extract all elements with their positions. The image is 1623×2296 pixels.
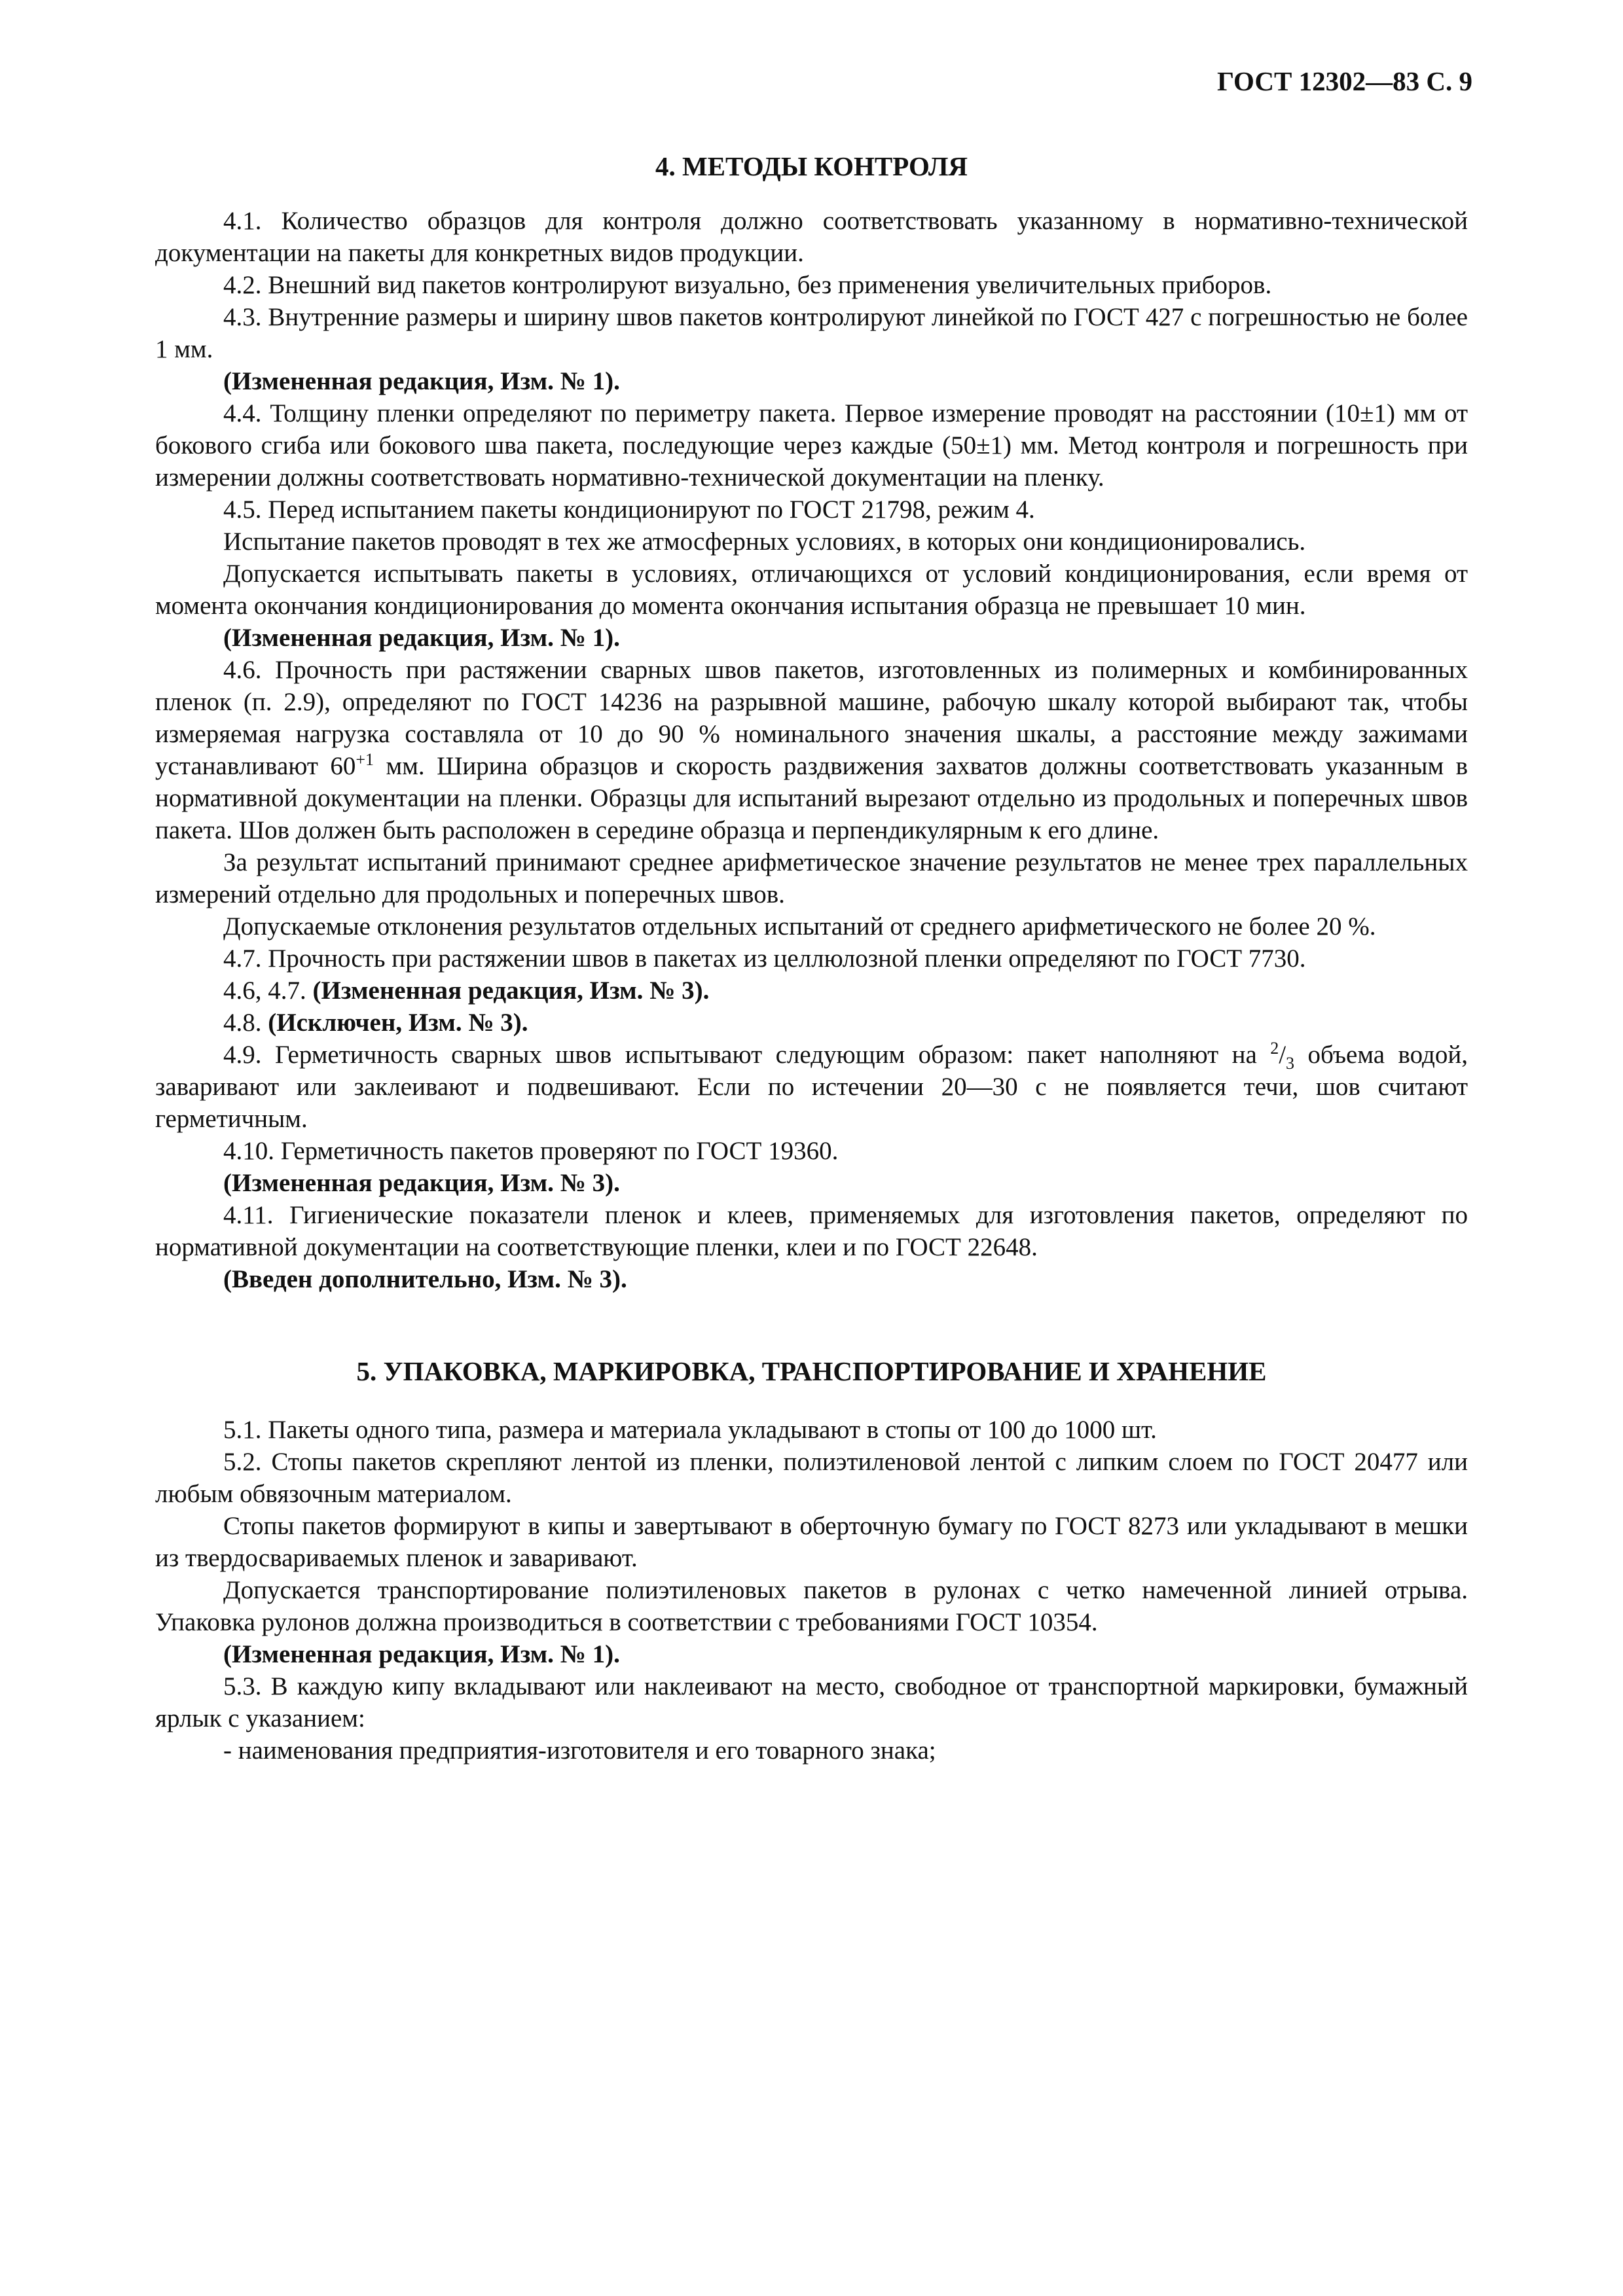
clause-4-6-paragraph: За результат испытаний принимают среднее арифметическое значение результатов не менее трех параллельных измерений отдельно для продольных и поперечных швов. xyxy=(155,848,1468,908)
amendment-note: (Измененная редакция, Изм. № 1). xyxy=(223,624,620,652)
clause-text: 4.9. Герметичность сварных швов испытывают следующим образом: пакет наполняют на xyxy=(223,1041,1271,1069)
clause-4-6-4-7-note xyxy=(155,975,1468,1007)
clause-4-6 xyxy=(155,654,1468,846)
section-4-heading: 4. МЕТОДЫ КОНТРОЛЯ xyxy=(655,151,968,181)
clause-5-3: 5.3. В каждую кипу вкладывают или наклеивают на место, свободное от транспортной маркировки, бумажный ярлык с указанием: xyxy=(155,1672,1468,1732)
amendment-note: (Измененная редакция, Изм. № 1). xyxy=(223,1640,620,1668)
clause-4-7: 4.7. Прочность при растяжении швов в пакетах из целлюлозной пленки определяют по ГОСТ 7730. xyxy=(223,944,1306,973)
clause-4-3: 4.3. Внутренние размеры и ширину швов пакетов контролируют линейкой по ГОСТ 427 с погрешностью не более 1 мм. xyxy=(155,303,1468,363)
clause-number: 4.6, 4.7. xyxy=(223,977,306,1005)
clause-4-4: 4.4. Толщину пленки определяют по периметру пакета. Первое измерение проводят на расстоянии (10±1) мм от бокового сгиба или бокового шва пакета, последующие через каждые (50±1) мм. Метод контроля и погрешность при измерении должны соответствовать нормативно-технической документации на пленку. xyxy=(155,399,1468,492)
clause-text: мм. Ширина образцов и скорость раздвижения захватов должны соответствовать указанным в нормативной документации на пленки. Образцы для испытаний вырезают отдельно из продольных и поперечных швов пакета. Шов должен быть расположен в середине образца и перпендикулярным к его длине. xyxy=(155,752,1468,844)
amendment-note: (Введен дополнительно, Изм. № 3). xyxy=(223,1265,627,1293)
clause-5-2-paragraph: Допускается транспортирование полиэтиленовых пакетов в рулонах с четко намеченной линией отрыва. Упаковка рулонов должна производиться в соответствии с требованиями ГОСТ 10354. xyxy=(155,1576,1468,1636)
tolerance-superscript: +1 xyxy=(356,750,374,769)
clause-4-1: 4.1. Количество образцов для контроля должно соответствовать указанному в нормативно-технической документации на пакеты для конкретных видов продукции. xyxy=(155,207,1468,267)
running-header: ГОСТ 12302—83 С. 9 xyxy=(1216,66,1472,96)
clause-4-5-paragraph: Испытание пакетов проводят в тех же атмосферных условиях, в которых они кондиционировались. xyxy=(223,528,1306,556)
fraction-denominator: 3 xyxy=(1286,1053,1295,1073)
clause-4-5: 4.5. Перед испытанием пакеты кондиционируют по ГОСТ 21798, режим 4. xyxy=(223,495,1035,524)
clause-text: объема водой, заваривают или заклеивают и подвешивают. Если по истечении 20—30 с не появляется течи, шов считают герметичным. xyxy=(155,1041,1468,1133)
amendment-note: (Измененная редакция, Изм. № 1). xyxy=(223,367,620,395)
clause-4-10: 4.10. Герметичность пакетов проверяют по ГОСТ 19360. xyxy=(223,1137,839,1165)
fraction-numerator: 2 xyxy=(1270,1039,1279,1058)
page-body xyxy=(155,151,1468,1767)
clause-5-2: 5.2. Стопы пакетов скрепляют лентой из пленки, полиэтиленовой лентой с липким слоем по ГОСТ 20477 или любым обвязочным материалом. xyxy=(155,1448,1468,1508)
amendment-note: (Измененная редакция, Изм. № 3). xyxy=(223,1169,620,1197)
clause-4-5-paragraph: Допускается испытывать пакеты в условиях, отличающихся от условий кондиционирования, если время от момента окончания кондиционирования до момента окончания испытания образца не превышает 10 мин. xyxy=(155,560,1468,620)
clause-5-1: 5.1. Пакеты одного типа, размера и материала укладывают в стопы от 100 до 1000 шт. xyxy=(223,1416,1157,1444)
clause-4-11: 4.11. Гигиенические показатели пленок и клеев, применяемых для изготовления пакетов, определяют по нормативной документации на соответствующие пленки, клеи и по ГОСТ 22648. xyxy=(155,1201,1468,1261)
clause-text: 4.6. Прочность при растяжении сварных швов пакетов, изготовленных из полимерных и комбинированных пленок (п. 2.9), определяют по ГОСТ 14236 на разрывной машине, рабочую шкалу которой выбирают так, чтобы измеряемая нагрузка составляла от 10 до 90 % номинального значения шкалы, а расстояние между зажимами устанавливают 60 xyxy=(155,656,1468,780)
clause-5-3-list-item: - наименования предприятия-изготовителя и его товарного знака; xyxy=(223,1736,936,1765)
amendment-note: (Измененная редакция, Изм. № 3). xyxy=(312,977,710,1005)
clause-4-8 xyxy=(155,1007,1468,1039)
clause-5-2-paragraph: Стопы пакетов формируют в кипы и завертывают в оберточную бумагу по ГОСТ 8273 или укладывают в мешки из твердосвариваемых пленок и заваривают. xyxy=(155,1512,1468,1572)
amendment-note: (Исключен, Изм. № 3). xyxy=(268,1009,528,1037)
fraction: $^2/_3$ xyxy=(1270,1039,1295,1073)
clause-4-6-paragraph: Допускаемые отклонения результатов отдельных испытаний от среднего арифметического не более 20 %. xyxy=(223,912,1376,941)
clause-4-9 xyxy=(155,1039,1468,1135)
clause-4-2: 4.2. Внешний вид пакетов контролируют визуально, без применения увеличительных приборов. xyxy=(223,271,1272,299)
section-5-heading: 5. УПАКОВКА, МАРКИРОВКА, ТРАНСПОРТИРОВАНИЕ И ХРАНЕНИЕ xyxy=(356,1356,1267,1386)
clause-number: 4.8. xyxy=(223,1009,262,1037)
